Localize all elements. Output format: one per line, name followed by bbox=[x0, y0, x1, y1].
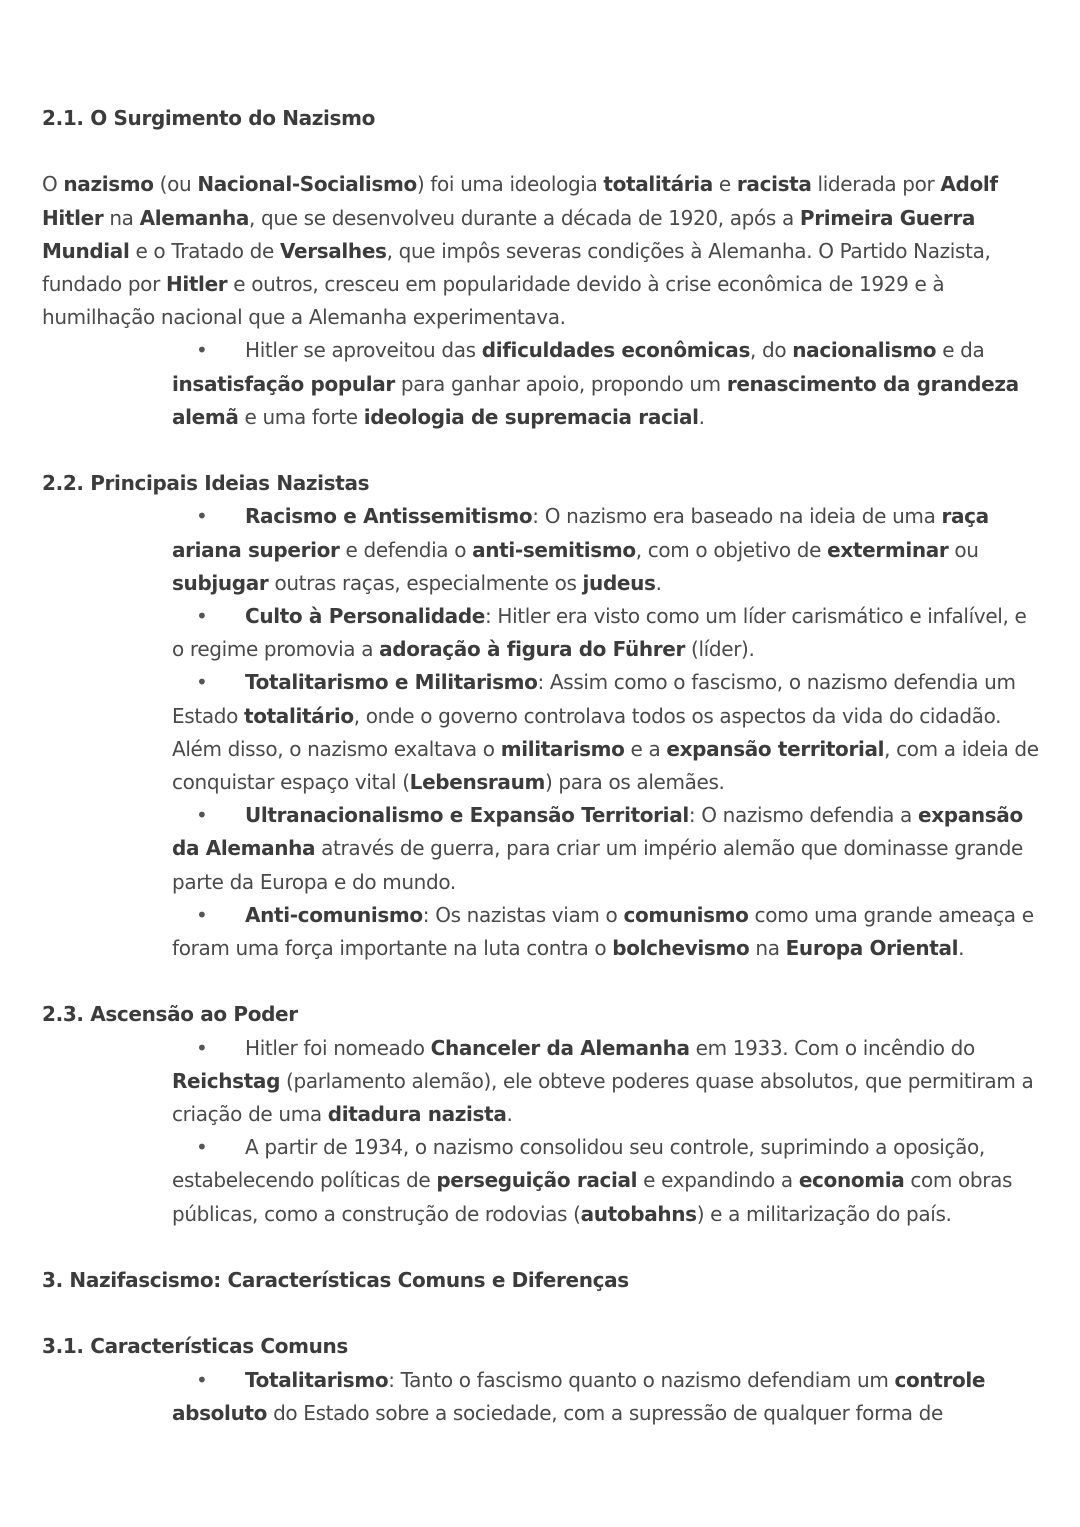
bold-text: racista bbox=[736, 172, 812, 197]
blank-line bbox=[42, 1297, 1042, 1330]
bullet-item bbox=[172, 1032, 1042, 1132]
bullet-item bbox=[172, 799, 1042, 899]
bullet-dot-icon: • bbox=[196, 504, 208, 529]
text-run: : Tanto o fascismo quanto o nazismo defendiam um bbox=[388, 1367, 895, 1392]
text-run: Hitler foi nomeado bbox=[245, 1035, 431, 1060]
document-page bbox=[42, 102, 1042, 1430]
bold-text: Primeira Guerra Mundial bbox=[42, 205, 976, 263]
text-run: do Estado sobre a sociedade, com a supressão de qualquer forma de bbox=[267, 1400, 943, 1425]
bold-text: totalitária bbox=[603, 172, 713, 197]
bold-text: Adolf Hitler bbox=[42, 172, 998, 230]
blank-line bbox=[42, 135, 1042, 168]
text-run: como uma grande ameaça e foram uma força importante na luta contra o bbox=[172, 902, 1034, 961]
text-run: : Hitler era visto como um líder carismático e infalível, e o regime promovia a bbox=[172, 604, 1027, 662]
bullet-item bbox=[172, 334, 1042, 434]
text-run: e defendia o bbox=[339, 537, 473, 562]
bold-text: exterminar bbox=[827, 537, 949, 562]
blank-line bbox=[42, 965, 1042, 998]
text-run: , onde o governo controlava todos os aspectos da vida do cidadão. Além disso, o nazismo exaltava o bbox=[172, 703, 1002, 761]
text-run: . bbox=[958, 936, 965, 961]
bold-text: dificuldades econômicas bbox=[481, 338, 751, 363]
bold-text: Racismo e Antissemitismo bbox=[245, 504, 533, 529]
bold-text: ditadura nazista bbox=[327, 1102, 507, 1127]
bold-text: renascimento da grandeza alemã bbox=[172, 371, 1019, 429]
bullet-item bbox=[172, 899, 1042, 965]
bullet-dot-icon: • bbox=[196, 338, 208, 363]
text-run: outras raças, especialmente os bbox=[268, 570, 583, 595]
text-run: e da bbox=[936, 338, 985, 363]
text-run: na bbox=[103, 205, 140, 230]
bold-text: Anti-comunismo bbox=[245, 902, 423, 927]
text-run: na bbox=[749, 936, 786, 961]
text-run: ) foi uma ideologia bbox=[416, 172, 604, 197]
section-heading-s22: 2.2. Principais Ideias Nazistas bbox=[42, 471, 370, 496]
bold-text: expansão da Alemanha bbox=[172, 803, 1023, 861]
text-run: O bbox=[42, 172, 64, 197]
bullet-item bbox=[172, 666, 1042, 799]
text-run: , com o objetivo de bbox=[635, 537, 828, 562]
bold-text: ideologia de supremacia racial bbox=[363, 404, 699, 429]
text-run: , que impôs severas condições à Alemanha. O Partido Nazista, fundado por bbox=[42, 238, 991, 296]
bullet-item bbox=[172, 500, 1042, 600]
bold-text: Totalitarismo e Militarismo bbox=[245, 670, 538, 695]
bullet-item bbox=[172, 600, 1042, 666]
text-run: : O nazismo defendia a bbox=[688, 803, 918, 828]
bold-text: Europa Oriental bbox=[785, 936, 959, 961]
bullet-item bbox=[172, 1131, 1042, 1231]
text-run: : Assim como o fascismo, o nazismo defendia um Estado bbox=[172, 670, 1016, 728]
text-run: : Os nazistas viam o bbox=[422, 902, 624, 927]
blank-line bbox=[42, 1231, 1042, 1264]
bold-text: Culto à Personalidade bbox=[245, 604, 486, 629]
bullet-dot-icon: • bbox=[196, 902, 208, 927]
bullet-dot-icon: • bbox=[196, 803, 208, 828]
bullet-dot-icon: • bbox=[196, 1367, 208, 1392]
bullet-dot-icon: • bbox=[196, 1135, 208, 1160]
text-run: (líder). bbox=[685, 637, 755, 662]
bold-text: raça ariana superior bbox=[172, 504, 989, 562]
text-run: e a bbox=[624, 736, 667, 761]
text-run: . bbox=[698, 404, 705, 429]
text-run: e bbox=[712, 172, 737, 197]
bold-text: Nacional-Socialismo bbox=[197, 172, 417, 197]
bold-text: Totalitarismo bbox=[245, 1367, 389, 1392]
text-run: , do bbox=[750, 338, 793, 363]
bold-text: Lebensraum bbox=[409, 770, 545, 795]
bold-text: Versalhes bbox=[279, 238, 387, 263]
bold-text: militarismo bbox=[500, 736, 625, 761]
bold-text: Alemanha bbox=[139, 205, 250, 230]
bold-text: anti-semitismo bbox=[472, 537, 636, 562]
text-run: e expandindo a bbox=[637, 1168, 799, 1193]
text-run: , com a ideia de conquistar espaço vital ( bbox=[172, 736, 1039, 795]
text-run: ) para os alemães. bbox=[544, 770, 725, 795]
text-run: , que se desenvolveu durante a década de 1920, após a bbox=[249, 205, 800, 230]
text-run: : O nazismo era baseado na ideia de uma bbox=[532, 504, 942, 529]
blank-line bbox=[42, 434, 1042, 467]
bold-text: Chanceler da Alemanha bbox=[430, 1035, 690, 1060]
bold-text: economia bbox=[798, 1168, 905, 1193]
bold-text: totalitário bbox=[244, 703, 354, 728]
bold-text: autobahns bbox=[580, 1201, 697, 1226]
text-run: A partir de 1934, o nazismo consolidou seu controle, suprimindo a oposição, estabelecendo políticas de bbox=[172, 1135, 985, 1193]
text-run: para ganhar apoio, propondo um bbox=[394, 371, 727, 396]
bold-text: Hitler bbox=[165, 272, 228, 296]
text-run: (ou bbox=[153, 172, 198, 197]
text-run: e uma forte bbox=[238, 404, 364, 429]
bold-text: Ultranacionalismo e Expansão Territorial bbox=[245, 803, 689, 828]
bullet-dot-icon: • bbox=[196, 1035, 208, 1060]
bullet-item bbox=[172, 1364, 1042, 1430]
text-run: ou bbox=[948, 537, 979, 562]
text-run: com obras públicas, como a construção de rodovias ( bbox=[172, 1168, 1013, 1226]
text-run: (parlamento alemão), ele obteve poderes quase absolutos, que permitiram a criação de uma bbox=[172, 1068, 1034, 1127]
section-heading-s21: 2.1. O Surgimento do Nazismo bbox=[42, 106, 375, 130]
bold-text: perseguição racial bbox=[436, 1168, 638, 1193]
section-heading-s23: 2.3. Ascensão ao Poder bbox=[42, 1002, 298, 1027]
text-run: . bbox=[506, 1102, 513, 1127]
bullet-dot-icon: • bbox=[196, 604, 208, 629]
bold-text: comunismo bbox=[623, 902, 749, 927]
section-heading-s31: 3.1. Características Comuns bbox=[42, 1334, 348, 1359]
text-run: em 1933. Com o incêndio do bbox=[689, 1035, 975, 1060]
bold-text: nacionalismo bbox=[792, 338, 937, 363]
text-run: . bbox=[655, 570, 662, 595]
bold-text: bolchevismo bbox=[612, 936, 750, 961]
section-heading-s3: 3. Nazifascismo: Características Comuns e Diferenças bbox=[42, 1268, 629, 1293]
bold-text: Reichstag bbox=[172, 1068, 281, 1093]
text-run: ) e a militarização do país. bbox=[696, 1201, 952, 1226]
bold-text: judeus bbox=[582, 570, 656, 595]
text-run: e outros, cresceu em popularidade devido à crise econômica de 1929 e à humilhação nacional que a Alemanha experimentava. bbox=[42, 272, 945, 330]
bullet-dot-icon: • bbox=[196, 670, 208, 695]
text-run: através de guerra, para criar um império alemão que dominasse grande parte da Europa e do mundo. bbox=[172, 836, 1024, 894]
text-run: e o Tratado de bbox=[129, 238, 280, 263]
text-run: liderada por bbox=[811, 172, 941, 197]
bold-text: insatisfação popular bbox=[172, 371, 395, 396]
bold-text: subjugar bbox=[172, 570, 269, 595]
bold-text: controle absoluto bbox=[172, 1367, 986, 1425]
body-paragraph bbox=[42, 168, 1042, 334]
bold-text: expansão territorial bbox=[666, 736, 885, 761]
bold-text: nazismo bbox=[63, 172, 154, 197]
bold-text: adoração à figura do Führer bbox=[379, 637, 686, 662]
text-run: Hitler se aproveitou das bbox=[245, 338, 482, 363]
